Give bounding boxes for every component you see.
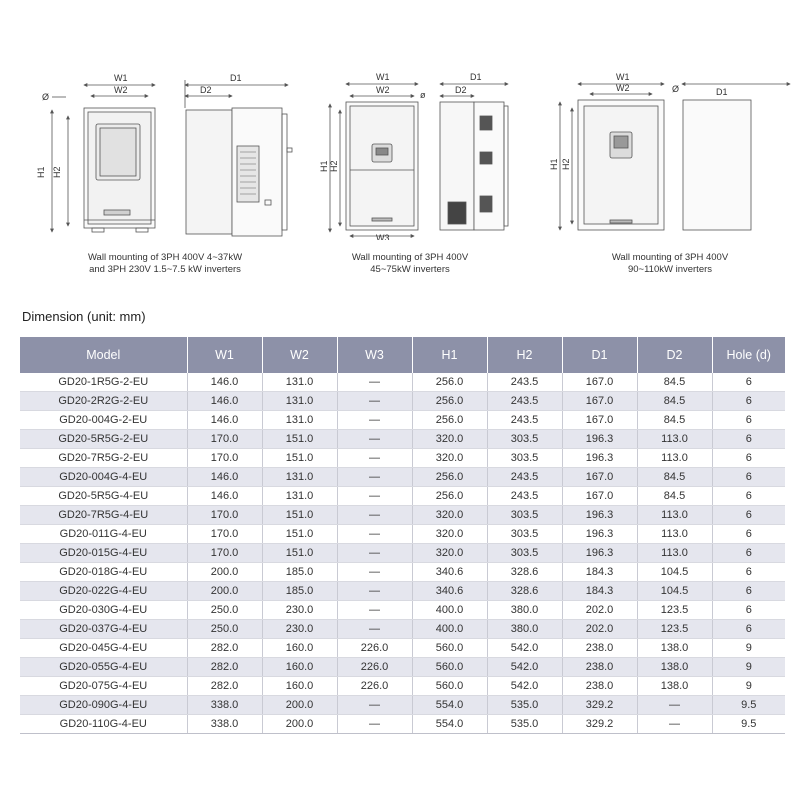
- cell-w3: 226.0: [337, 639, 412, 658]
- cell-hole: 6: [712, 430, 785, 449]
- cell-h2: 243.5: [487, 487, 562, 506]
- cell-hole: 6: [712, 582, 785, 601]
- cell-h1: 554.0: [412, 696, 487, 715]
- cell-w1: 146.0: [187, 392, 262, 411]
- table-row: [20, 658, 785, 677]
- cell-w1: 250.0: [187, 601, 262, 620]
- cell-h1: 256.0: [412, 487, 487, 506]
- cell-w3: —: [337, 449, 412, 468]
- cell-h1: 256.0: [412, 411, 487, 430]
- cell-w2: 151.0: [262, 430, 337, 449]
- cell-d2: 113.0: [637, 525, 712, 544]
- cell-w1: 282.0: [187, 658, 262, 677]
- table-row: [20, 449, 785, 468]
- svg-text:W2: W2: [376, 85, 390, 95]
- cell-d1: 196.3: [562, 544, 637, 563]
- cell-w2: 131.0: [262, 468, 337, 487]
- cell-d2: 138.0: [637, 639, 712, 658]
- cell-d1: 167.0: [562, 392, 637, 411]
- table-row: [20, 677, 785, 696]
- table-row: [20, 696, 785, 715]
- cell-h2: 243.5: [487, 411, 562, 430]
- svg-text:W2: W2: [114, 85, 128, 95]
- cell-w1: 170.0: [187, 525, 262, 544]
- cell-d1: 329.2: [562, 715, 637, 734]
- cell-w3: —: [337, 525, 412, 544]
- cell-model: GD20-030G-4-EU: [20, 601, 187, 620]
- cell-hole: 6: [712, 563, 785, 582]
- table-row: [20, 601, 785, 620]
- svg-text:W2: W2: [616, 83, 630, 93]
- cell-w1: 146.0: [187, 411, 262, 430]
- svg-text:D2: D2: [455, 85, 467, 95]
- cell-w2: 131.0: [262, 487, 337, 506]
- cell-h2: 328.6: [487, 563, 562, 582]
- cell-w3: —: [337, 373, 412, 392]
- cell-w1: 170.0: [187, 430, 262, 449]
- cell-model: GD20-2R2G-2-EU: [20, 392, 187, 411]
- cell-w2: 200.0: [262, 715, 337, 734]
- cell-model: GD20-004G-4-EU: [20, 468, 187, 487]
- svg-text:D1: D1: [716, 87, 728, 97]
- svg-text:Ø: Ø: [672, 84, 680, 94]
- cell-w1: 200.0: [187, 582, 262, 601]
- svg-text:W1: W1: [376, 72, 390, 82]
- cell-d2: —: [637, 696, 712, 715]
- cell-h1: 256.0: [412, 392, 487, 411]
- cell-w2: 230.0: [262, 620, 337, 639]
- cell-h1: 560.0: [412, 677, 487, 696]
- table-row: [20, 468, 785, 487]
- table-header-row: [20, 337, 785, 373]
- svg-text:W1: W1: [616, 72, 630, 82]
- svg-text:D2: D2: [200, 85, 212, 95]
- table-row: [20, 373, 785, 392]
- cell-h1: 256.0: [412, 468, 487, 487]
- cell-w3: —: [337, 544, 412, 563]
- cell-d2: 84.5: [637, 373, 712, 392]
- cell-w3: —: [337, 620, 412, 639]
- cell-w2: 131.0: [262, 392, 337, 411]
- svg-text:H2: H2: [52, 166, 62, 178]
- drawing-1-front-view: [36, 73, 155, 232]
- cell-d1: 196.3: [562, 525, 637, 544]
- drawing-1-side-view: [185, 73, 292, 236]
- svg-text:H2: H2: [561, 158, 571, 170]
- dimension-heading: Dimension (unit: mm): [22, 309, 146, 324]
- cell-h1: 400.0: [412, 601, 487, 620]
- cell-hole: 6: [712, 411, 785, 430]
- table-row: [20, 715, 785, 734]
- header-d1: D1: [562, 337, 637, 373]
- cell-model: GD20-090G-4-EU: [20, 696, 187, 715]
- header-w1: W1: [187, 337, 262, 373]
- cell-d2: 113.0: [637, 506, 712, 525]
- cell-d2: 84.5: [637, 411, 712, 430]
- cell-hole: 9: [712, 677, 785, 696]
- cell-h2: 303.5: [487, 449, 562, 468]
- svg-text:H1: H1: [549, 158, 559, 170]
- cell-model: GD20-1R5G-2-EU: [20, 373, 187, 392]
- cell-h2: 328.6: [487, 582, 562, 601]
- cell-w3: 226.0: [337, 658, 412, 677]
- cell-d2: 138.0: [637, 658, 712, 677]
- cell-d1: 238.0: [562, 677, 637, 696]
- cell-model: GD20-5R5G-4-EU: [20, 487, 187, 506]
- cell-w1: 200.0: [187, 563, 262, 582]
- cell-w1: 170.0: [187, 544, 262, 563]
- cell-w3: —: [337, 715, 412, 734]
- cell-d1: 167.0: [562, 487, 637, 506]
- cell-w1: 170.0: [187, 449, 262, 468]
- cell-hole: 9: [712, 639, 785, 658]
- cell-d2: 84.5: [637, 392, 712, 411]
- cell-d2: 138.0: [637, 677, 712, 696]
- cell-model: GD20-045G-4-EU: [20, 639, 187, 658]
- cell-d1: 167.0: [562, 468, 637, 487]
- cell-h2: 243.5: [487, 392, 562, 411]
- cell-w1: 250.0: [187, 620, 262, 639]
- header-w2: W2: [262, 337, 337, 373]
- drawing-2-front-view: [319, 72, 426, 240]
- header-h2: H2: [487, 337, 562, 373]
- cell-model: GD20-015G-4-EU: [20, 544, 187, 563]
- svg-text:D1: D1: [230, 73, 242, 83]
- cell-h1: 320.0: [412, 506, 487, 525]
- cell-h2: 542.0: [487, 677, 562, 696]
- cell-hole: 6: [712, 506, 785, 525]
- table-row: [20, 430, 785, 449]
- cell-w1: 338.0: [187, 715, 262, 734]
- cell-h1: 320.0: [412, 430, 487, 449]
- cell-hole: 6: [712, 544, 785, 563]
- cell-d2: 84.5: [637, 487, 712, 506]
- drawing-2-caption: [320, 252, 500, 276]
- cell-hole: 6: [712, 449, 785, 468]
- drawing-1-caption: [60, 252, 270, 276]
- table-row: [20, 582, 785, 601]
- cell-model: GD20-018G-4-EU: [20, 563, 187, 582]
- cell-hole: 9.5: [712, 715, 785, 734]
- cell-w2: 151.0: [262, 525, 337, 544]
- cell-model: GD20-004G-2-EU: [20, 411, 187, 430]
- cell-d2: 113.0: [637, 430, 712, 449]
- cell-d2: —: [637, 715, 712, 734]
- cell-w2: 185.0: [262, 582, 337, 601]
- svg-text:W3: W3: [376, 233, 390, 240]
- cell-d1: 196.3: [562, 430, 637, 449]
- cell-h1: 554.0: [412, 715, 487, 734]
- drawing-3-caption-line-2: 90~110kW inverters: [627, 264, 713, 275]
- cell-w2: 230.0: [262, 601, 337, 620]
- table-row: [20, 525, 785, 544]
- cell-d2: 123.5: [637, 620, 712, 639]
- cell-w1: 282.0: [187, 677, 262, 696]
- cell-hole: 6: [712, 487, 785, 506]
- cell-hole: 6: [712, 601, 785, 620]
- cell-h2: 542.0: [487, 658, 562, 677]
- cell-w1: 146.0: [187, 468, 262, 487]
- cell-h2: 303.5: [487, 544, 562, 563]
- table-body: [20, 373, 785, 734]
- cell-d1: 238.0: [562, 658, 637, 677]
- cell-d1: 167.0: [562, 411, 637, 430]
- cell-model: GD20-5R5G-2-EU: [20, 430, 187, 449]
- cell-d2: 104.5: [637, 563, 712, 582]
- cell-model: GD20-055G-4-EU: [20, 658, 187, 677]
- cell-d1: 184.3: [562, 563, 637, 582]
- cell-d1: 196.3: [562, 506, 637, 525]
- cell-w2: 151.0: [262, 449, 337, 468]
- cell-w3: —: [337, 696, 412, 715]
- cell-h1: 340.6: [412, 582, 487, 601]
- cell-w1: 170.0: [187, 506, 262, 525]
- cell-d1: 184.3: [562, 582, 637, 601]
- cell-model: GD20-7R5G-4-EU: [20, 506, 187, 525]
- cell-hole: 6: [712, 525, 785, 544]
- cell-hole: 6: [712, 373, 785, 392]
- cell-w3: —: [337, 563, 412, 582]
- drawing-2-caption-line-1: Wall mounting of 3PH 400V: [351, 252, 469, 263]
- cell-h1: 320.0: [412, 525, 487, 544]
- cell-d1: 196.3: [562, 449, 637, 468]
- cell-w2: 185.0: [262, 563, 337, 582]
- cell-d1: 202.0: [562, 620, 637, 639]
- cell-w3: —: [337, 411, 412, 430]
- cell-h1: 340.6: [412, 563, 487, 582]
- cell-w3: —: [337, 601, 412, 620]
- cell-model: GD20-037G-4-EU: [20, 620, 187, 639]
- dimension-drawings: [0, 60, 800, 240]
- cell-w2: 131.0: [262, 373, 337, 392]
- cell-model: GD20-075G-4-EU: [20, 677, 187, 696]
- cell-h2: 303.5: [487, 525, 562, 544]
- cell-w3: —: [337, 392, 412, 411]
- drawing-2-side-view: [440, 72, 508, 230]
- table-row: [20, 411, 785, 430]
- svg-text:H2: H2: [329, 160, 339, 172]
- drawing-1-caption-line-2: and 3PH 230V 1.5~7.5 kW inverters: [89, 264, 241, 275]
- cell-h2: 380.0: [487, 601, 562, 620]
- cell-h2: 535.0: [487, 696, 562, 715]
- header-model: Model: [20, 337, 187, 373]
- header-h1: H1: [412, 337, 487, 373]
- cell-h1: 400.0: [412, 620, 487, 639]
- cell-hole: 9.5: [712, 696, 785, 715]
- svg-text:W1: W1: [114, 73, 128, 83]
- cell-w1: 282.0: [187, 639, 262, 658]
- cell-w3: 226.0: [337, 677, 412, 696]
- svg-text:D1: D1: [470, 72, 482, 82]
- cell-w3: —: [337, 430, 412, 449]
- cell-h2: 243.5: [487, 373, 562, 392]
- cell-w2: 131.0: [262, 411, 337, 430]
- drawing-3-side-view: [682, 84, 790, 230]
- cell-w1: 146.0: [187, 487, 262, 506]
- table-row: [20, 620, 785, 639]
- table-row: [20, 639, 785, 658]
- cell-w2: 160.0: [262, 677, 337, 696]
- cell-hole: 6: [712, 620, 785, 639]
- drawing-1-caption-line-1: Wall mounting of 3PH 400V 4~37kW: [87, 252, 243, 263]
- cell-d2: 113.0: [637, 449, 712, 468]
- cell-w2: 151.0: [262, 506, 337, 525]
- cell-d2: 84.5: [637, 468, 712, 487]
- cell-h2: 243.5: [487, 468, 562, 487]
- cell-w3: —: [337, 487, 412, 506]
- cell-model: GD20-011G-4-EU: [20, 525, 187, 544]
- cell-h2: 380.0: [487, 620, 562, 639]
- table-row: [20, 392, 785, 411]
- cell-hole: 9: [712, 658, 785, 677]
- cell-model: GD20-7R5G-2-EU: [20, 449, 187, 468]
- cell-w2: 200.0: [262, 696, 337, 715]
- cell-w2: 151.0: [262, 544, 337, 563]
- cell-w1: 146.0: [187, 373, 262, 392]
- cell-w3: —: [337, 506, 412, 525]
- cell-w1: 338.0: [187, 696, 262, 715]
- cell-d1: 329.2: [562, 696, 637, 715]
- cell-d1: 202.0: [562, 601, 637, 620]
- table-row: [20, 487, 785, 506]
- cell-d2: 104.5: [637, 582, 712, 601]
- cell-h2: 303.5: [487, 506, 562, 525]
- cell-d2: 113.0: [637, 544, 712, 563]
- cell-d2: 123.5: [637, 601, 712, 620]
- cell-model: GD20-110G-4-EU: [20, 715, 187, 734]
- header-d2: D2: [637, 337, 712, 373]
- cell-model: GD20-022G-4-EU: [20, 582, 187, 601]
- header-w3: W3: [337, 337, 412, 373]
- header-hole: Hole (d): [712, 337, 785, 373]
- cell-w2: 160.0: [262, 639, 337, 658]
- table-row: [20, 544, 785, 563]
- drawing-2-caption-line-2: 45~75kW inverters: [370, 264, 450, 275]
- drawing-3-front-view: [549, 72, 679, 230]
- drawing-3-caption: [580, 252, 760, 276]
- cell-w2: 160.0: [262, 658, 337, 677]
- cell-h2: 303.5: [487, 430, 562, 449]
- table-row: [20, 506, 785, 525]
- cell-w3: —: [337, 582, 412, 601]
- cell-h1: 320.0: [412, 544, 487, 563]
- cell-h1: 320.0: [412, 449, 487, 468]
- svg-text:ø: ø: [420, 90, 426, 100]
- svg-text:H1: H1: [36, 166, 46, 178]
- cell-h1: 256.0: [412, 373, 487, 392]
- svg-text:Ø: Ø: [42, 92, 50, 102]
- cell-d1: 167.0: [562, 373, 637, 392]
- cell-hole: 6: [712, 392, 785, 411]
- dimension-table: [20, 337, 785, 734]
- cell-h2: 535.0: [487, 715, 562, 734]
- cell-h1: 560.0: [412, 658, 487, 677]
- cell-h1: 560.0: [412, 639, 487, 658]
- cell-w3: —: [337, 468, 412, 487]
- cell-hole: 6: [712, 468, 785, 487]
- table-row: [20, 563, 785, 582]
- drawing-3-caption-line-1: Wall mounting of 3PH 400V: [611, 252, 729, 263]
- svg-text:H1: H1: [319, 160, 329, 172]
- cell-d1: 238.0: [562, 639, 637, 658]
- cell-h2: 542.0: [487, 639, 562, 658]
